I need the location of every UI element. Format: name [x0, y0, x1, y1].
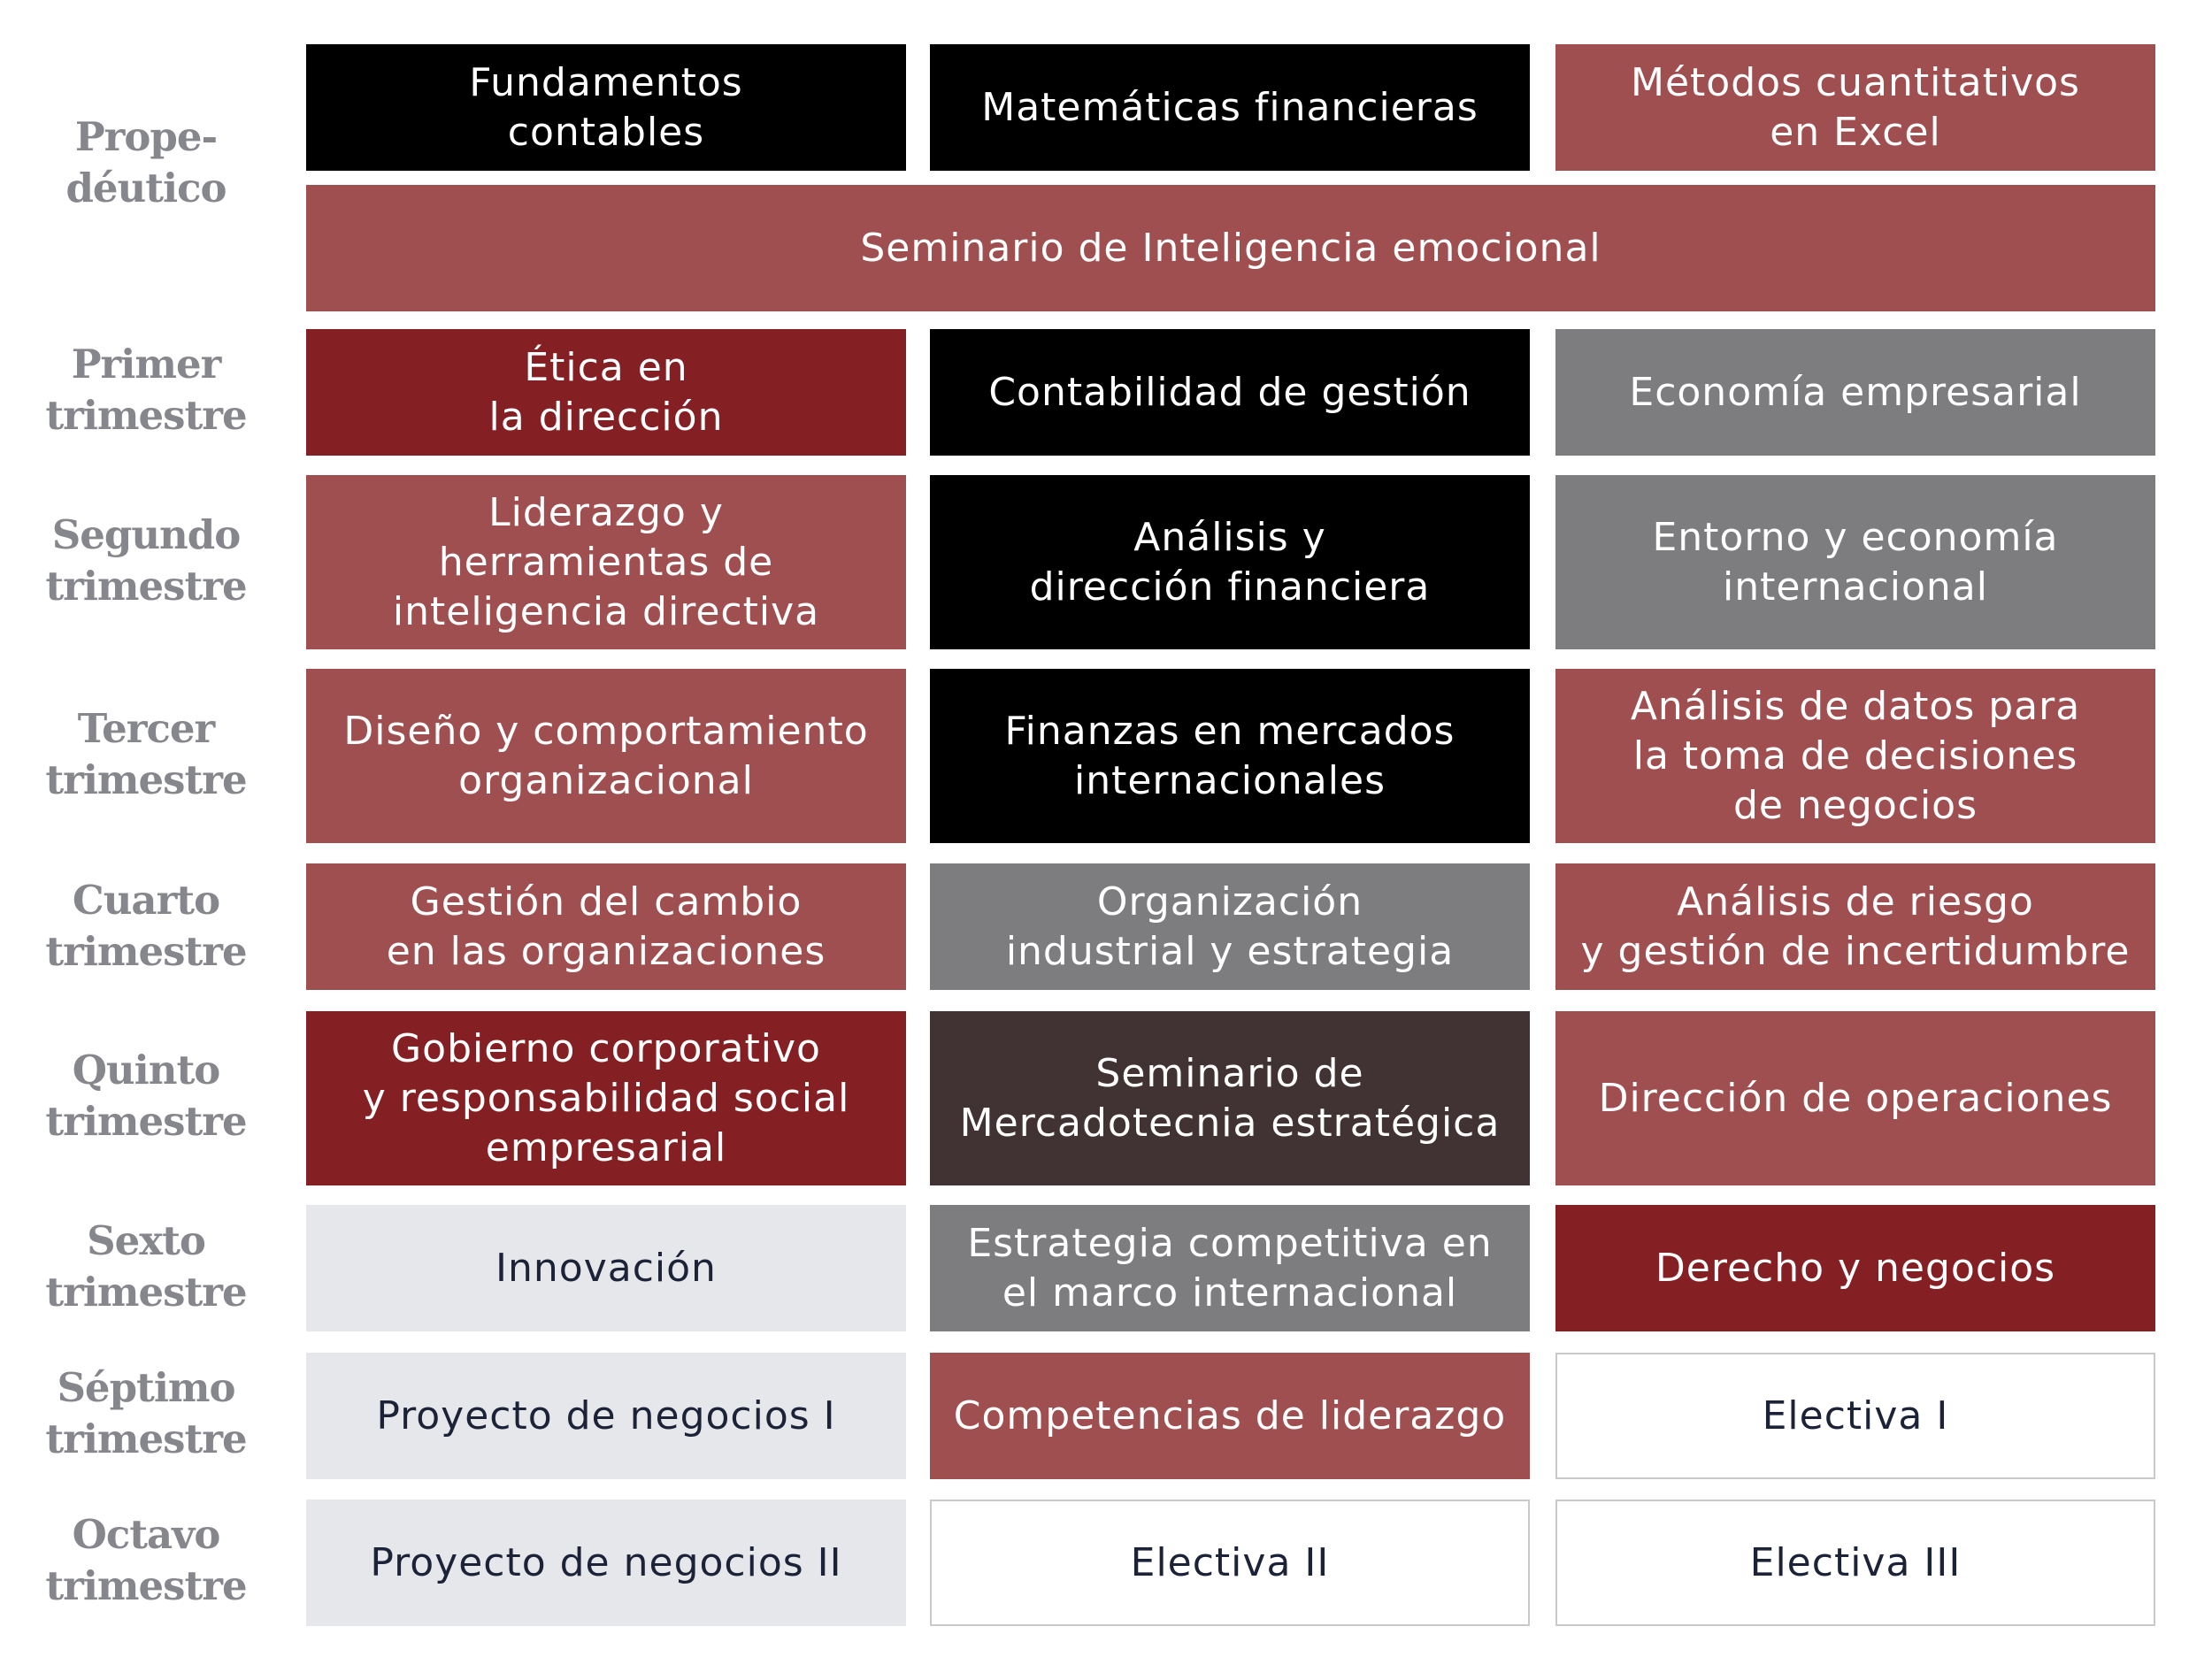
course-gobierno-corporativo: Gobierno corporativo y responsabilidad social empresarial	[306, 1011, 906, 1185]
row-label-line: trimestre	[45, 1098, 247, 1145]
course-seminario-mercadotecnia: Seminario de Mercadotecnia estratégica	[930, 1011, 1530, 1185]
row-label-line: Tercer	[77, 705, 215, 752]
row-label-line: trimestre	[45, 563, 247, 610]
row-label-line: trimestre	[45, 1415, 247, 1462]
row-label-line: trimestre	[45, 1269, 247, 1316]
row-label-tercer-trimestre	[35, 703, 257, 806]
course-fundamentos-contables: Fundamentos contables	[306, 44, 906, 171]
row-label-line: déutico	[65, 165, 227, 211]
row-label-sexto-trimestre	[35, 1216, 257, 1318]
row-label-line: Segundo	[51, 511, 241, 558]
row-label-quinto-trimestre	[35, 1045, 257, 1147]
course-proyecto-negocios-1: Proyecto de negocios I	[306, 1353, 906, 1479]
course-seminario-inteligencia-emocional: Seminario de Inteligencia emocional	[306, 185, 2155, 311]
course-metodos-cuantitativos: Métodos cuantitativos en Excel	[1555, 44, 2155, 171]
course-electiva-2: Electiva II	[930, 1500, 1530, 1626]
course-matematicas-financieras: Matemáticas financieras	[930, 44, 1530, 171]
course-etica-direccion: Ética en la dirección	[306, 329, 906, 456]
course-innovacion: Innovación	[306, 1205, 906, 1331]
row-label-line: Cuarto	[72, 877, 220, 924]
course-analisis-riesgo: Análisis de riesgo y gestión de incertidumbre	[1555, 863, 2155, 990]
course-electiva-1: Electiva I	[1555, 1353, 2155, 1479]
course-derecho-negocios: Derecho y negocios	[1555, 1205, 2155, 1331]
course-competencias-liderazgo: Competencias de liderazgo	[930, 1353, 1530, 1479]
row-label-line: trimestre	[45, 392, 247, 439]
course-analisis-datos: Análisis de datos para la toma de decisiones de negocios	[1555, 669, 2155, 843]
course-direccion-operaciones: Dirección de operaciones	[1555, 1011, 2155, 1185]
row-label-line: trimestre	[45, 1562, 247, 1609]
row-label-line: trimestre	[45, 928, 247, 975]
row-label-septimo-trimestre	[35, 1362, 257, 1465]
row-label-cuarto-trimestre	[35, 875, 257, 978]
course-entorno-economia-internacional: Entorno y economía internacional	[1555, 475, 2155, 649]
row-label-propedeutico	[35, 111, 257, 214]
course-estrategia-competitiva: Estrategia competitiva en el marco internacional	[930, 1205, 1530, 1331]
course-gestion-cambio: Gestión del cambio en las organizaciones	[306, 863, 906, 990]
course-finanzas-mercados: Finanzas en mercados internacionales	[930, 669, 1530, 843]
row-label-line: Séptimo	[57, 1364, 235, 1411]
row-label-line: Prope-	[74, 113, 218, 160]
row-label-octavo-trimestre	[35, 1509, 257, 1612]
row-label-primer-trimestre	[35, 339, 257, 441]
course-organizacion-industrial: Organización industrial y estrategia	[930, 863, 1530, 990]
row-label-line: Quinto	[72, 1047, 220, 1093]
course-contabilidad-gestion: Contabilidad de gestión	[930, 329, 1530, 456]
row-label-line: Primer	[71, 341, 221, 387]
course-analisis-direccion-financiera: Análisis y dirección financiera	[930, 475, 1530, 649]
row-label-line: trimestre	[45, 756, 247, 803]
row-label-segundo-trimestre	[35, 510, 257, 612]
row-label-line: Sexto	[87, 1217, 205, 1264]
course-diseno-comportamiento: Diseño y comportamiento organizacional	[306, 669, 906, 843]
course-liderazgo-herramientas: Liderazgo y herramientas de inteligencia directiva	[306, 475, 906, 649]
course-electiva-3: Electiva III	[1555, 1500, 2155, 1626]
course-proyecto-negocios-2: Proyecto de negocios II	[306, 1500, 906, 1626]
course-economia-empresarial: Economía empresarial	[1555, 329, 2155, 456]
row-label-line: Octavo	[72, 1511, 220, 1558]
